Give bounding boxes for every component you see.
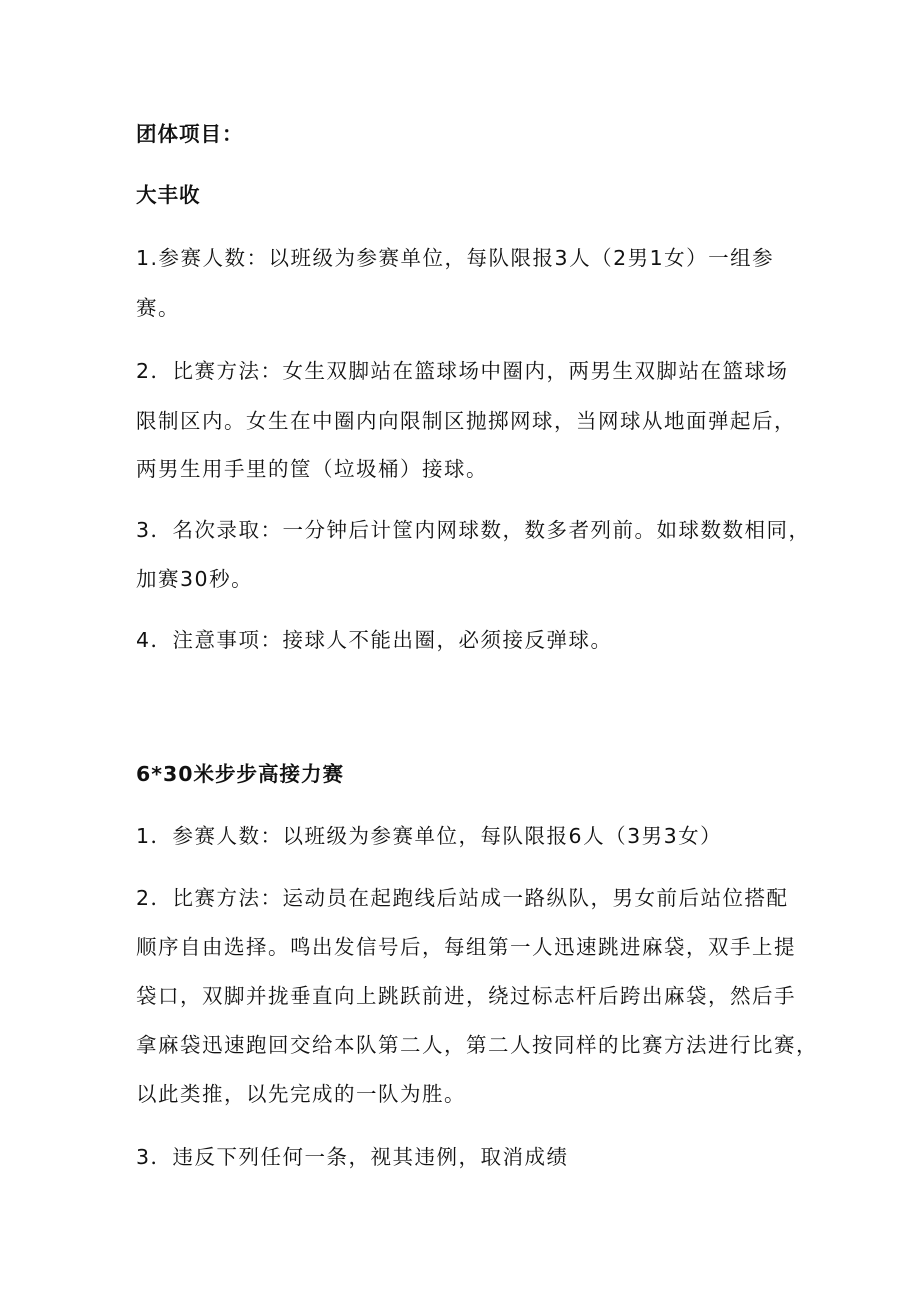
paragraph-line: 顺序自由选择。鸣出发信号后，每组第一人迅速跳进麻袋，双手上提 (136, 935, 796, 959)
paragraph-line: 4．注意事项：接球人不能出圈，必须接反弹球。 (136, 628, 613, 652)
paragraph-line: 3．名次录取：一分钟后计筐内网球数，数多者列前。如球数数相同， (136, 518, 811, 542)
section-title-harvest: 大丰收 (136, 183, 201, 207)
paragraph-line: 限制区内。女生在中圈内向限制区抛掷网球，当网球从地面弹起后， (136, 409, 796, 433)
paragraph-line: 赛。 (136, 296, 180, 320)
paragraph-line: 以此类推，以先完成的一队为胜。 (136, 1082, 466, 1106)
paragraph-line: 3．违反下列任何一条，视其违例，取消成绩 (136, 1145, 569, 1169)
paragraph-line: 两男生用手里的筐（垃圾桶）接球。 (136, 457, 488, 481)
paragraph-line: 袋口，双脚并拢垂直向上跳跃前进，绕过标志杆后跨出麻袋，然后手 (136, 984, 796, 1008)
section-title-relay: 6*30米步步高接力赛 (136, 762, 345, 786)
main-heading: 团体项目： (136, 122, 244, 146)
paragraph-line: 加赛30秒。 (136, 567, 254, 591)
paragraph-line: 1．参赛人数：以班级为参赛单位，每队限报6人（3男3女） (136, 824, 723, 848)
paragraph-line: 拿麻袋迅速跑回交给本队第二人，第二人按同样的比赛方法进行比赛， (136, 1033, 818, 1057)
paragraph-line: 2．比赛方法：女生双脚站在篮球场中圈内，两男生双脚站在篮球场 (136, 359, 789, 383)
paragraph-line: 1.参赛人数：以班级为参赛单位，每队限报3人（2男1女）一组参 (136, 246, 775, 270)
paragraph-line: 2．比赛方法：运动员在起跑线后站成一路纵队，男女前后站位搭配 (136, 886, 789, 910)
